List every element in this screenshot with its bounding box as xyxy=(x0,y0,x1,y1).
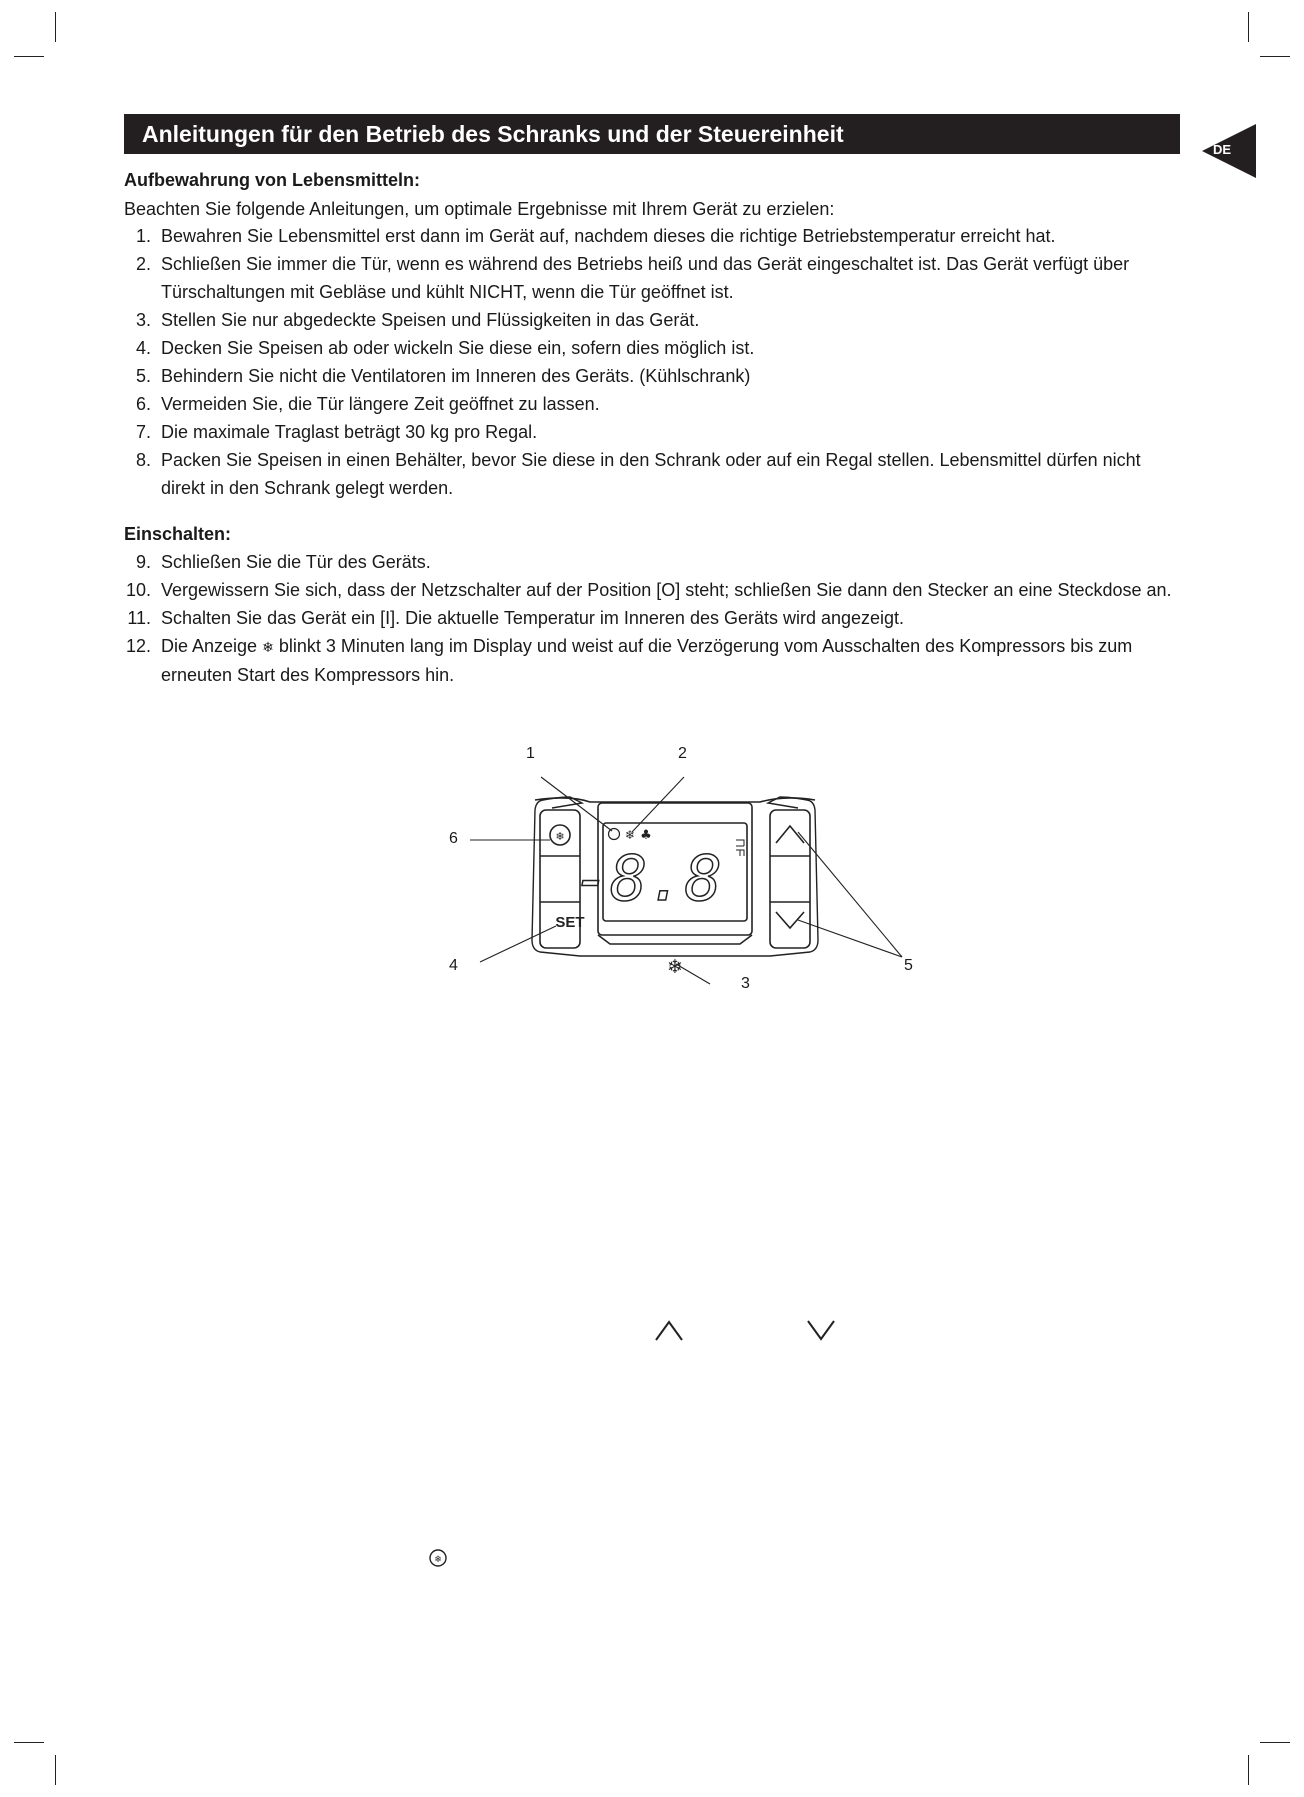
list-item: 4. Decken Sie Speisen ab oder wickeln Sie diese ein, sofern dies möglich ist. xyxy=(135,338,755,358)
switch-on-heading: Einschalten: xyxy=(124,524,232,544)
language-tab-label: DE xyxy=(1213,142,1232,157)
callout-2: 2 xyxy=(678,745,687,762)
callout-4: 4 xyxy=(449,957,458,974)
list-item: 2. Schließen Sie immer die Tür, wenn es während des Betriebs heiß und das Gerät eingeschaltet ist. Das Gerät verfügt über Türschaltungen mit Gebläse und kühlt NICHT, wenn die Tür geöffnet ist. xyxy=(135,254,1130,302)
list-item: 8. Packen Sie Speisen in einen Behälter, bevor Sie diese in den Schrank oder auf ein Regal stellen. Lebensmittel dürfen nicht direkt in den Schrank gelegt werden. xyxy=(135,450,1141,498)
list-item: 5. Behindern Sie nicht die Ventilatoren im Inneren des Geräts. (Kühlschrank) xyxy=(135,366,751,386)
storage-list xyxy=(124,222,1184,502)
crop-mark xyxy=(1260,1742,1290,1743)
list-item: 1. Bewahren Sie Lebensmittel erst dann im Gerät auf, nachdem dieses die richtige Betriebstemperatur erreicht hat. xyxy=(135,226,1056,246)
crop-mark xyxy=(1248,12,1249,42)
controller-diagram xyxy=(440,740,920,1010)
defrost-icon xyxy=(428,1548,448,1568)
crop-mark xyxy=(1260,56,1290,57)
svg-text:❄: ❄ xyxy=(555,830,565,843)
list-item: 12. Die Anzeige ❄ blinkt 3 Minuten lang im Display und weist auf die Verzögerung vom Ausschalten des Kompressors bis zum erneuten Start des Kompressors hin. xyxy=(125,636,1133,685)
down-chevron-icon xyxy=(806,1318,836,1342)
snowflake-icon: ❄ xyxy=(667,956,683,978)
list-item: 10. Vergewissern Sie sich, dass der Netzschalter auf der Position [O] steht; schließen Sie dann den Stecker an eine Steckdose an. xyxy=(125,580,1172,600)
crop-mark xyxy=(55,1755,56,1785)
crop-mark xyxy=(14,56,44,57)
unit-indicator-icon xyxy=(736,840,744,856)
set-button-label: SET xyxy=(555,914,585,931)
section-title: Anleitungen für den Betrieb des Schranks und der Steuereinheit xyxy=(124,114,1180,154)
cooling-snowflake-icon: ❄ xyxy=(624,828,636,842)
list-item: 6. Vermeiden Sie, die Tür längere Zeit geöffnet zu lassen. xyxy=(135,394,600,414)
up-chevron-icon xyxy=(654,1318,684,1342)
temperature-display: -8.8 xyxy=(572,842,722,915)
crop-mark xyxy=(55,12,56,42)
fan-icon: ♣ xyxy=(640,828,652,843)
storage-heading: Aufbewahrung von Lebensmitteln: xyxy=(124,170,421,190)
svg-text:❄: ❄ xyxy=(434,1555,442,1565)
list-item: 9. Schließen Sie die Tür des Geräts. xyxy=(135,552,431,572)
callout-5: 5 xyxy=(904,957,913,974)
snowflake-icon: ❄ xyxy=(262,639,274,655)
crop-mark xyxy=(14,1742,44,1743)
callout-3: 3 xyxy=(741,975,750,992)
list-item: 11. Schalten Sie das Gerät ein [I]. Die aktuelle Temperatur im Inneren des Geräts wird angezeigt. xyxy=(127,608,905,628)
list-item: 7. Die maximale Traglast beträgt 30 kg pro Regal. xyxy=(135,422,538,442)
storage-intro: Beachten Sie folgende Anleitungen, um optimale Ergebnisse mit Ihrem Gerät zu erzielen: xyxy=(124,199,835,219)
down-arrow-icon xyxy=(776,912,804,928)
list-item: 3. Stellen Sie nur abgedeckte Speisen und Flüssigkeiten in das Gerät. xyxy=(135,310,700,330)
switch-on-list xyxy=(124,548,1184,689)
callout-1: 1 xyxy=(526,745,535,762)
callout-6: 6 xyxy=(449,830,458,847)
crop-mark xyxy=(1248,1755,1249,1785)
